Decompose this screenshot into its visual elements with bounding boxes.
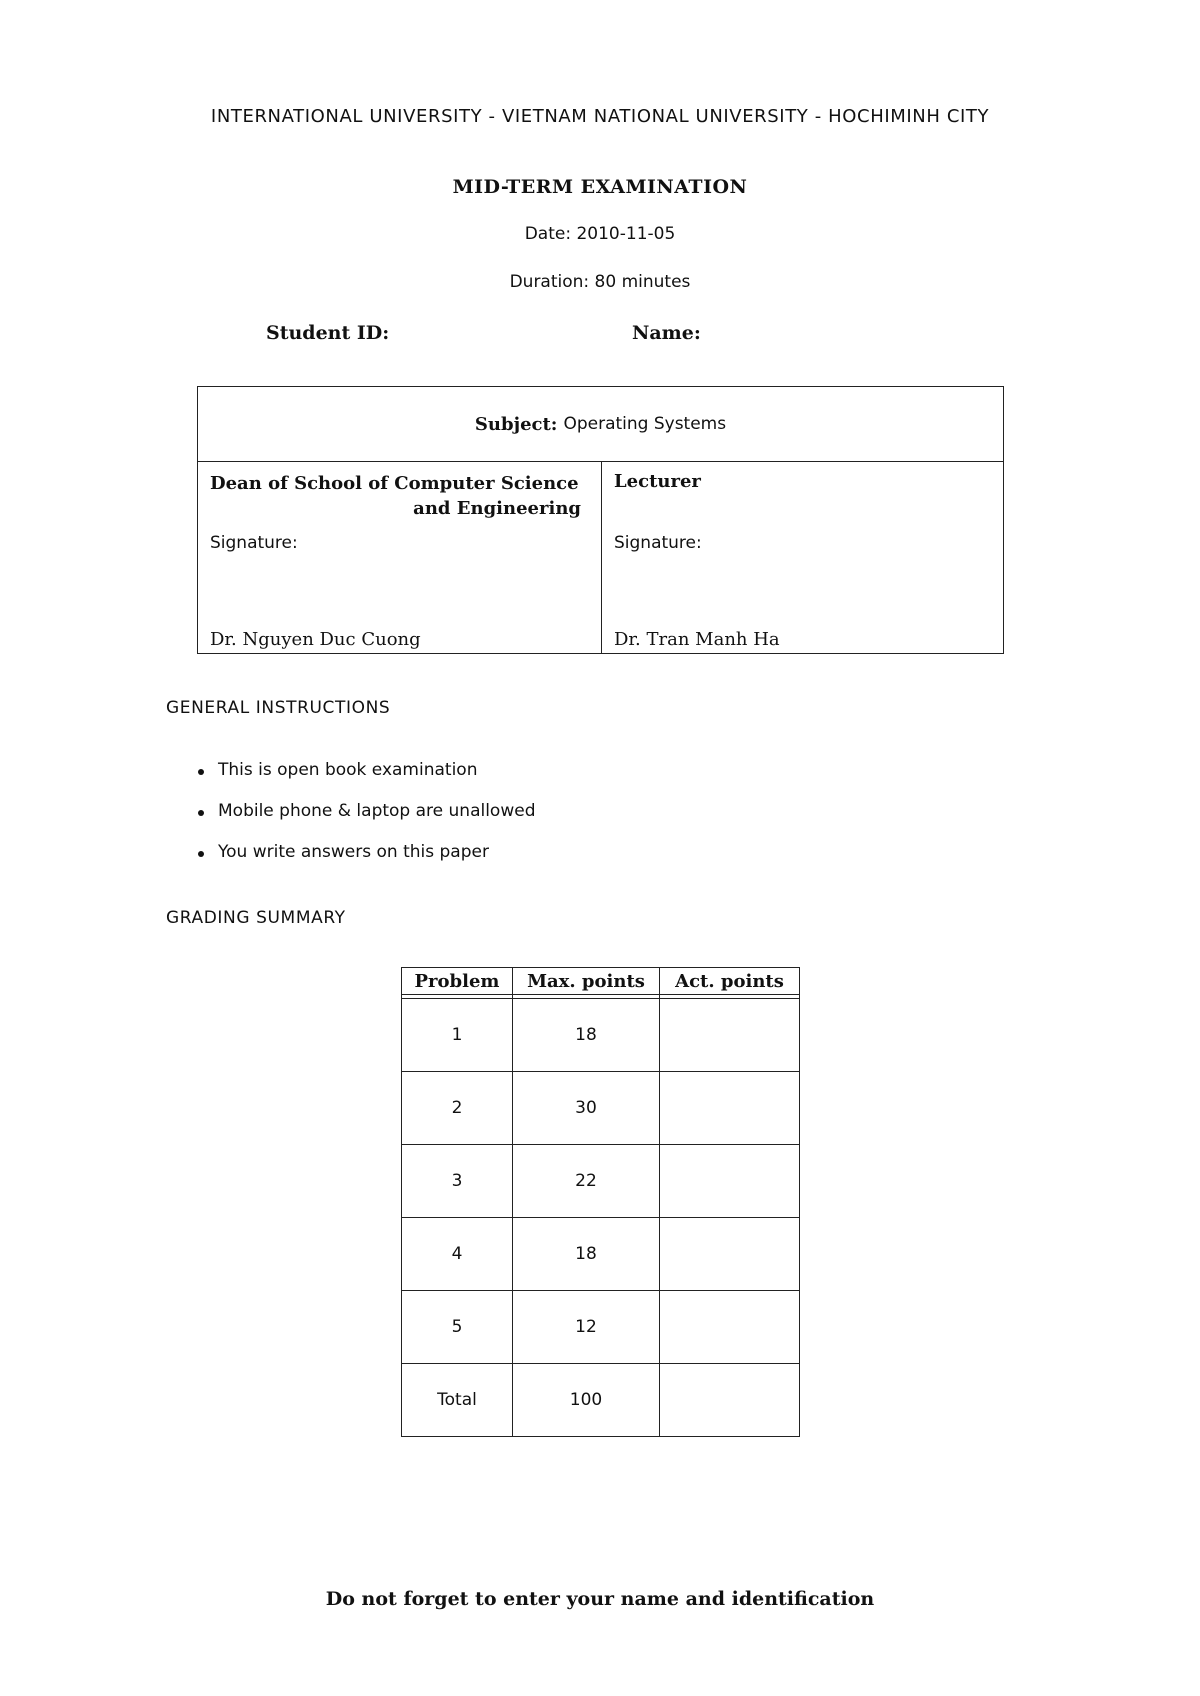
problem-cell: Total <box>402 1364 513 1437</box>
dean-title-line2: and Engineering <box>413 498 581 519</box>
column-divider <box>601 461 602 653</box>
problem-cell: 1 <box>402 999 513 1072</box>
act-points-cell[interactable] <box>660 1145 800 1218</box>
subject-value: Operating Systems <box>563 414 727 434</box>
max-points-cell: 18 <box>513 999 660 1072</box>
instructions-list <box>196 760 536 883</box>
instruction-item: This is open book examination <box>196 760 536 801</box>
act-points-cell[interactable] <box>660 999 800 1072</box>
table-header-row <box>402 968 800 995</box>
act-points-cell[interactable] <box>660 1291 800 1364</box>
problem-cell: 5 <box>402 1291 513 1364</box>
university-header: INTERNATIONAL UNIVERSITY - VIETNAM NATIONAL UNIVERSITY - HOCHIMINH CITY <box>210 106 990 127</box>
max-points-cell: 30 <box>513 1072 660 1145</box>
lecturer-title: Lecturer <box>614 471 701 492</box>
subject-box <box>197 386 1004 654</box>
problem-cell: 2 <box>402 1072 513 1145</box>
grading-summary-heading: GRADING SUMMARY <box>166 908 346 928</box>
column-header-max-points: Max. points <box>513 968 660 995</box>
dean-name: Dr. Nguyen Duc Cuong <box>210 629 421 650</box>
exam-title: MID-TERM EXAMINATION <box>452 176 748 198</box>
instruction-item: You write answers on this paper <box>196 842 536 883</box>
general-instructions-heading: GENERAL INSTRUCTIONS <box>166 698 391 718</box>
column-header-act-points: Act. points <box>660 968 800 995</box>
dean-title <box>210 471 581 521</box>
student-name-label: Name: <box>632 322 701 344</box>
problem-cell: 4 <box>402 1218 513 1291</box>
max-points-cell: 22 <box>513 1145 660 1218</box>
max-points-cell: 12 <box>513 1291 660 1364</box>
subject-label: Subject: <box>474 413 558 435</box>
act-points-cell[interactable] <box>660 1072 800 1145</box>
exam-date: Date: 2010-11-05 <box>524 224 676 244</box>
act-points-cell[interactable] <box>660 1218 800 1291</box>
max-points-cell: 18 <box>513 1218 660 1291</box>
footer-note: Do not forget to enter your name and identification <box>325 1588 875 1610</box>
max-points-cell: 100 <box>513 1364 660 1437</box>
dean-signature-label: Signature: <box>210 533 298 553</box>
table-row-total <box>402 1364 800 1437</box>
subject-row <box>198 387 1003 462</box>
grading-table <box>401 967 800 1437</box>
column-header-problem: Problem <box>402 968 513 995</box>
table-row <box>402 999 800 1072</box>
instruction-item: Mobile phone & laptop are unallowed <box>196 801 536 842</box>
table-row <box>402 1072 800 1145</box>
problem-cell: 3 <box>402 1145 513 1218</box>
table-row <box>402 1218 800 1291</box>
dean-title-line1: Dean of School of Computer Science <box>210 473 579 494</box>
act-points-cell[interactable] <box>660 1364 800 1437</box>
student-id-label: Student ID: <box>266 322 390 344</box>
exam-duration: Duration: 80 minutes <box>509 272 691 292</box>
lecturer-name: Dr. Tran Manh Ha <box>614 629 780 650</box>
lecturer-signature-label: Signature: <box>614 533 702 553</box>
table-row <box>402 1291 800 1364</box>
table-row <box>402 1145 800 1218</box>
